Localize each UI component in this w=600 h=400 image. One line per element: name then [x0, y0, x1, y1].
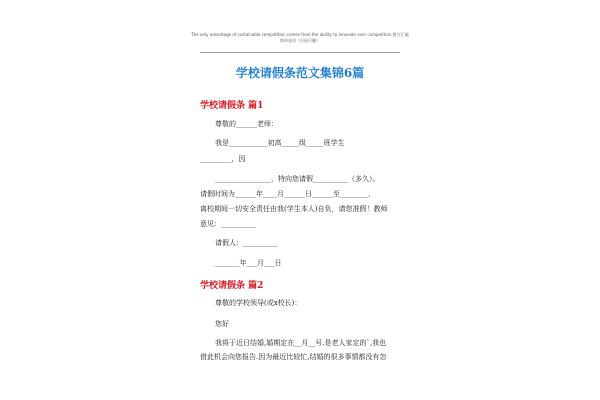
section-1-line: 请假时间为______年____月______日______至________， — [200, 190, 375, 198]
section-1-line: 离校期间一切安全责任由我(学生本人)自负，请您准假！教师 — [200, 205, 388, 213]
document-title: 学校请假条范文集锦6篇 — [235, 66, 365, 80]
section-2-line: 尊敬的学校领导(或x校长)： — [215, 299, 302, 307]
header-divider — [200, 52, 400, 53]
section-2-line: 借此机会向您报告.因为最近比较忙,结婚的很多事情都没有怎 — [200, 353, 387, 361]
section-2-line: 您好 — [215, 320, 229, 328]
section-1-line: 我是___________初高_____级_____班学生 — [215, 139, 345, 147]
section-1-line: _________，因 — [200, 155, 246, 163]
section-1-line: 请假人：__________ — [215, 239, 278, 247]
section-heading-2: 学校请假条 篇2 — [200, 281, 264, 291]
section-1-line: 意见：__________ — [200, 220, 256, 228]
page-header — [0, 32, 600, 44]
header-subline: 简单易用（页眉可删） — [280, 38, 320, 43]
section-1-line: _______年___月___日 — [215, 259, 282, 267]
section-heading-1: 学校请假条 篇1 — [200, 101, 264, 111]
header-tagline: The only advantage of sustainable competition comes from the ability to innovate over competitors 整合汇编 — [191, 32, 409, 37]
section-1-line: ________________，特向您请假__________（多久）。 — [215, 175, 380, 183]
section-1-line: 尊敬的______老师： — [215, 120, 278, 128]
section-2-line: 我将于近日结婚,婚期定在__月__号.是老人家定的`,我也 — [215, 339, 387, 347]
